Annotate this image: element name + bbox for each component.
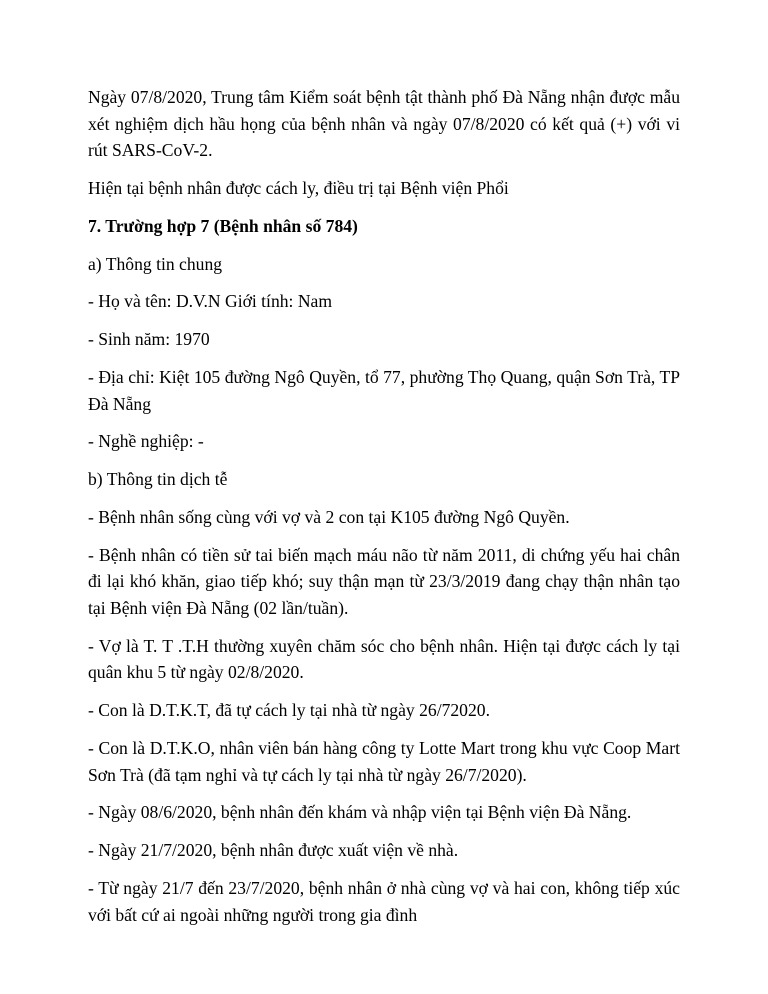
paragraph-discharge-date: - Ngày 21/7/2020, bệnh nhân được xuất viện về nhà. bbox=[88, 840, 459, 861]
paragraph-home-isolation: - Từ ngày 21/7 đến 23/7/2020, bệnh nhân ở nhà cùng vợ và hai con, không tiếp xúc với bất cứ ai ngoài những người trong gia đình bbox=[88, 877, 680, 925]
paragraph-child-1: - Con là D.T.K.T, đã tự cách ly tại nhà từ ngày 26/72020. bbox=[88, 700, 490, 721]
paragraph-address: - Địa chỉ: Kiệt 105 đường Ngô Quyền, tổ 77, phường Thọ Quang, quận Sơn Trà, TP Đà Nẵng bbox=[88, 366, 680, 414]
paragraph-medical-history: - Bệnh nhân có tiền sử tai biến mạch máu não từ năm 2011, di chứng yếu hai chân đi lại khó khăn, giao tiếp khó; suy thận mạn từ 23/3/2019 đang chạy thận nhân tạo tại Bệnh viện Đà Nẵng (02 lần/tuần). bbox=[88, 544, 680, 619]
heading-case-7: 7. Trường hợp 7 (Bệnh nhân số 784) bbox=[88, 215, 358, 236]
paragraph-wife-contact: - Vợ là T. T .T.H thường xuyên chăm sóc cho bệnh nhân. Hiện tại được cách ly tại quân khu 5 từ ngày 02/8/2020. bbox=[88, 635, 680, 683]
paragraph-admission-date: - Ngày 08/6/2020, bệnh nhân đến khám và nhập viện tại Bệnh viện Đà Nẵng. bbox=[88, 802, 632, 823]
paragraph-birth-year: - Sinh năm: 1970 bbox=[88, 329, 210, 350]
paragraph-test-result: Ngày 07/8/2020, Trung tâm Kiểm soát bệnh tật thành phố Đà Nẵng nhận được mẫu xét nghiệm dịch hầu họng của bệnh nhân và ngày 07/8/2020 có kết quả (+) với vi rút SARS-CoV-2. bbox=[88, 87, 680, 161]
paragraph-current-status: Hiện tại bệnh nhân được cách ly, điều trị tại Bệnh viện Phổi bbox=[88, 178, 509, 199]
paragraph-name-gender: - Họ và tên: D.V.N Giới tính: Nam bbox=[88, 291, 333, 312]
subheading-general-info: a) Thông tin chung bbox=[88, 253, 223, 274]
paragraph-child-2: - Con là D.T.K.O, nhân viên bán hàng công ty Lotte Mart trong khu vực Coop Mart Sơn Trà (đã tạm nghỉ và tự cách ly tại nhà từ ngày 26/7/2020). bbox=[88, 737, 680, 785]
document-body bbox=[88, 84, 680, 928]
paragraph-living-situation: - Bệnh nhân sống cùng với vợ và 2 con tại K105 đường Ngô Quyền. bbox=[88, 506, 570, 527]
paragraph-occupation: - Nghề nghiệp: - bbox=[88, 431, 204, 452]
subheading-epidemiological-info: b) Thông tin dịch tễ bbox=[88, 469, 228, 490]
